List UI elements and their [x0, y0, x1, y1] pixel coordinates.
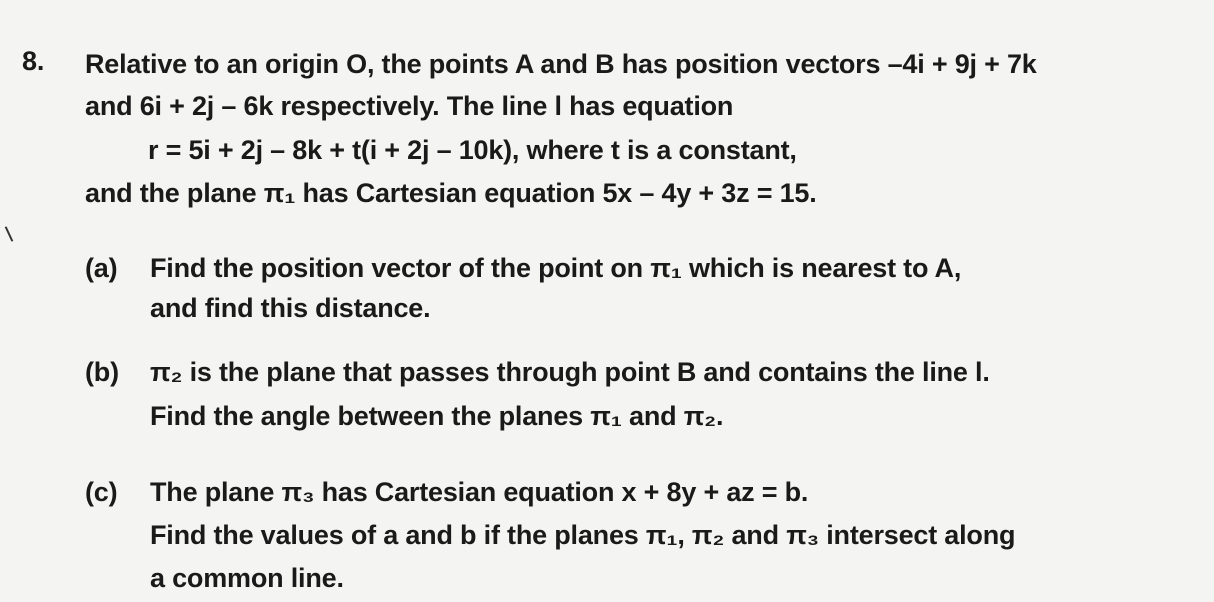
question-stem-line-3: r = 5i + 2j – 8k + t(i + 2j – 10k), where t is a constant,: [148, 135, 797, 165]
part-c-line-2: Find the values of a and b if the planes π₁, π₂ and π₃ intersect along: [150, 520, 1016, 550]
question-stem-line-1: Relative to an origin O, the points A and B has position vectors –4i + 9j + 7k: [85, 49, 1037, 79]
part-c-label: (c): [85, 477, 118, 507]
part-b-label: (b): [85, 357, 119, 387]
question-stem-line-4: and the plane π₁ has Cartesian equation 5x – 4y + 3z = 15.: [85, 178, 817, 208]
part-c-line-1: The plane π₃ has Cartesian equation x + 8y + az = b.: [150, 477, 809, 507]
question-stem-line-2: and 6i + 2j – 6k respectively. The line l has equation: [85, 91, 734, 121]
part-a-line-1: Find the position vector of the point on π₁ which is nearest to A,: [150, 253, 962, 283]
part-c-line-3: a common line.: [150, 563, 344, 593]
part-b-line-1: π₂ is the plane that passes through point B and contains the line l.: [150, 357, 990, 387]
part-a-line-2: and find this distance.: [150, 293, 431, 323]
question-number: 8.: [22, 46, 45, 76]
margin-mark: [5, 226, 14, 241]
part-b-line-2: Find the angle between the planes π₁ and π₂.: [150, 401, 724, 431]
part-a-label: (a): [85, 253, 118, 283]
